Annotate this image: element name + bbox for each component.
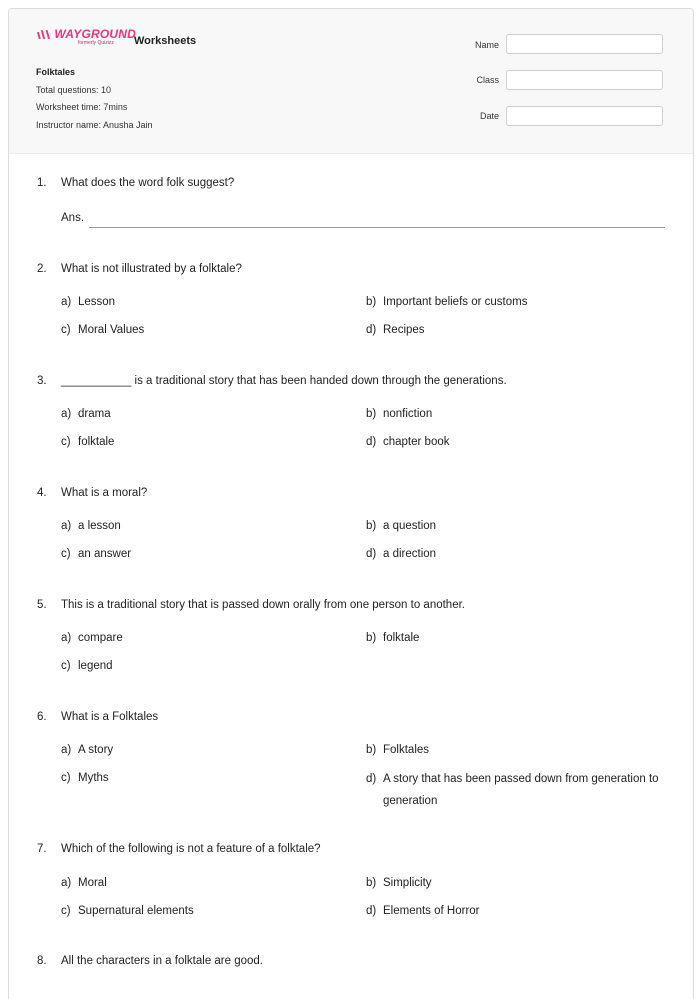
class-label: Class	[476, 75, 499, 85]
worksheet-title: Folktales	[36, 67, 76, 77]
option-b[interactable]: b) Simplicity	[366, 877, 432, 889]
option-a[interactable]: a) A story	[61, 744, 114, 756]
name-label: Name	[474, 40, 499, 50]
question-number: 7.	[37, 843, 47, 855]
option-d[interactable]: d) A story that has been passed down from generation to generation	[366, 773, 659, 807]
question-number: 5.	[37, 599, 47, 611]
total-questions: Total questions: 10	[36, 85, 112, 95]
worksheet-header	[9, 9, 693, 154]
question-text: What does the word folk suggest?	[61, 177, 235, 189]
option-a[interactable]: a) a lesson	[61, 520, 121, 532]
question-number: 2.	[37, 263, 47, 275]
date-field[interactable]	[506, 106, 663, 126]
option-d[interactable]: d) Recipes	[366, 324, 425, 336]
question-number: 8.	[37, 955, 47, 967]
option-a[interactable]: a) compare	[61, 632, 123, 644]
answer-line[interactable]	[89, 227, 665, 228]
logo-text: WAYGROUND	[54, 27, 136, 41]
name-field[interactable]	[506, 34, 663, 54]
date-label: Date	[479, 111, 499, 121]
question-text: What is not illustrated by a folktale?	[61, 263, 242, 275]
question-text: Which of the following is not a feature of a folktale?	[61, 843, 321, 855]
option-c[interactable]: c) Moral Values	[61, 324, 145, 336]
option-a[interactable]: a) Lesson	[61, 296, 116, 308]
brand-logo	[36, 28, 136, 54]
option-c[interactable]: c) Supernatural elements	[61, 905, 194, 917]
question-text: All the characters in a folktale are good.	[61, 955, 264, 967]
option-b[interactable]: b) Folktales	[366, 744, 430, 756]
option-b[interactable]: b) nonfiction	[366, 408, 433, 420]
option-b[interactable]: b) a question	[366, 520, 437, 532]
question-number: 6.	[37, 711, 47, 723]
worksheet-page	[8, 8, 694, 999]
option-c[interactable]: c) Myths	[61, 772, 109, 784]
question-number: 3.	[37, 375, 47, 387]
option-a[interactable]: a) Moral	[61, 877, 107, 889]
option-a[interactable]: a) drama	[61, 408, 111, 420]
logo-subtitle: formerly Quizizz	[78, 40, 114, 46]
worksheet-time: Worksheet time: 7mins	[36, 102, 128, 112]
option-b[interactable]: b) folktale	[366, 632, 420, 644]
option-b[interactable]: b) Important beliefs or customs	[366, 296, 528, 308]
option-d[interactable]: d) chapter book	[366, 436, 450, 448]
question-number: 4.	[37, 487, 47, 499]
answer-label: Ans.	[61, 212, 85, 224]
app-name: Worksheets	[134, 35, 197, 47]
question-text: ___________ is a traditional story that has been handed down through the generations.	[61, 375, 507, 387]
class-field[interactable]	[506, 70, 663, 90]
instructor-name: Instructor name: Anusha Jain	[36, 120, 153, 130]
option-c[interactable]: c) folktale	[61, 436, 115, 448]
option-c[interactable]: c) legend	[61, 660, 113, 672]
option-d[interactable]: d) a direction	[366, 548, 437, 560]
option-d[interactable]: d) Elements of Horror	[366, 905, 480, 917]
question-text: What is a moral?	[61, 487, 148, 499]
option-c[interactable]: c) an answer	[61, 548, 132, 560]
question-number: 1.	[37, 177, 47, 189]
wayground-logo-icon	[36, 29, 51, 40]
question-text: This is a traditional story that is passed down orally from one person to another.	[61, 599, 465, 611]
question-text: What is a Folktales	[61, 711, 159, 723]
